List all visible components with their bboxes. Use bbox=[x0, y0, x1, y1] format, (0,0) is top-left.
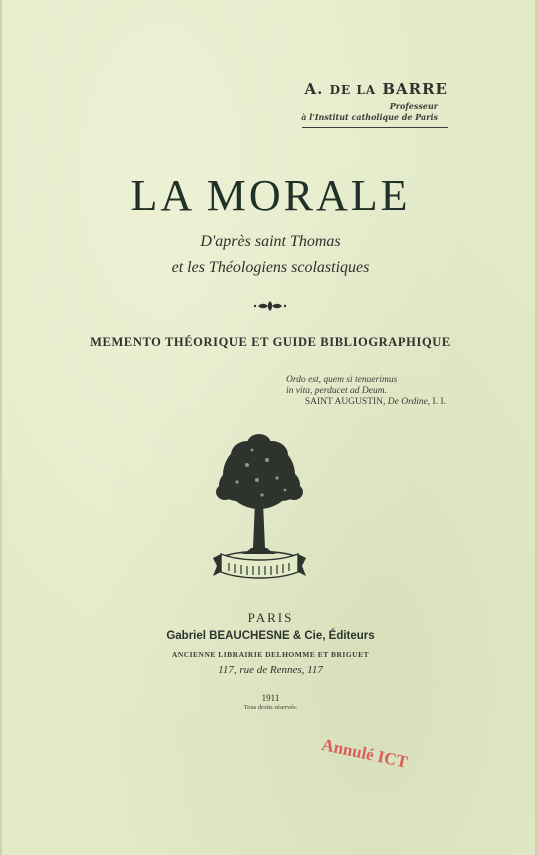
author-affiliation bbox=[298, 101, 438, 123]
subtitle-line-2: et les Théologiens scolastiques bbox=[171, 259, 370, 276]
author-divider bbox=[302, 127, 448, 128]
imprint-city: PARIS bbox=[247, 610, 294, 625]
author-institution: à l'Institut catholique de Paris bbox=[301, 112, 438, 122]
imprint-address: 117, rue de Rennes, 117 bbox=[218, 664, 323, 676]
epigraph-ref: I. I. bbox=[432, 397, 446, 407]
author-particle: DE LA bbox=[329, 83, 377, 97]
subtitle-line-1: D'après saint Thomas bbox=[200, 233, 341, 250]
imprint-librairie: ANCIENNE LIBRAIRIE DELHOMME ET BRIGUET bbox=[171, 650, 370, 659]
fleuron-ornament-icon bbox=[250, 298, 290, 314]
author-initial: A. bbox=[304, 80, 324, 98]
author-surname: BARRE bbox=[382, 80, 448, 98]
tree-emblem-icon bbox=[207, 430, 312, 580]
cancelled-stamp: Annulé ICT bbox=[320, 735, 410, 772]
imprint-rights: Tous droits réservés. bbox=[243, 704, 298, 711]
author-name bbox=[298, 80, 448, 98]
book-title: LA MORALE bbox=[130, 171, 411, 220]
epigraph-attribution bbox=[286, 397, 446, 408]
epigraph-work: De Ordine, bbox=[387, 397, 431, 407]
epigraph-line-2: in vita, perducet ad Deum. bbox=[286, 386, 387, 396]
imprint-year: 1911 bbox=[261, 693, 280, 703]
epigraph-author: SAINT AUGUSTIN, bbox=[304, 397, 386, 407]
imprint-publisher: Gabriel BEAUCHESNE & Cie, Éditeurs bbox=[166, 630, 375, 642]
author-role: Professeur bbox=[389, 101, 438, 111]
epigraph-line-1: Ordo est, quem si tenuerimus bbox=[286, 375, 398, 385]
memento-subtitle: MEMENTO THÉORIQUE ET GUIDE BIBLIOGRAPHIQUE bbox=[90, 335, 451, 349]
